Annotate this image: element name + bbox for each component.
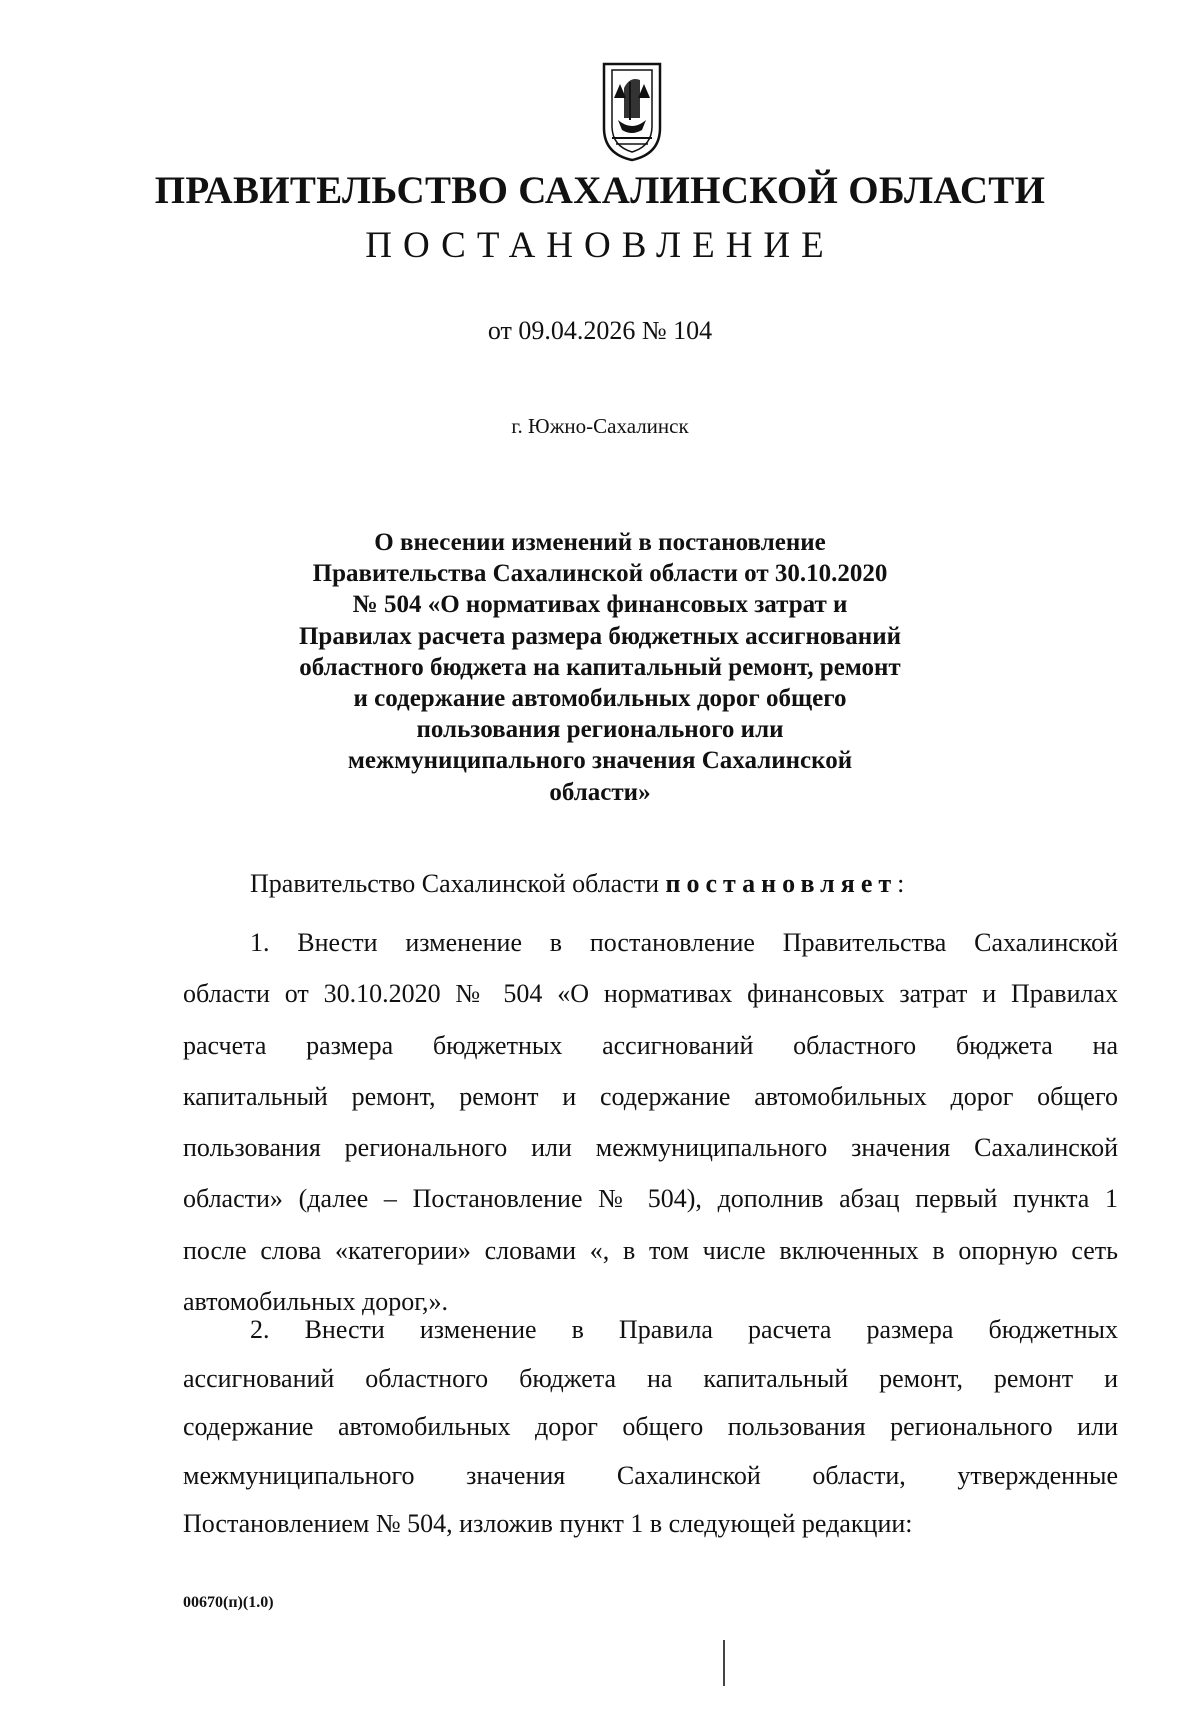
paragraph-line: межмуниципального значения Сахалинской области, утвержденные	[183, 1460, 1118, 1490]
document-place: г. Южно-Сахалинск	[511, 414, 689, 438]
preamble-text: Правительство Сахалинской области	[250, 869, 666, 898]
sakhalin-coat-of-arms-icon	[600, 58, 664, 162]
subject-line: пользования регионального или	[416, 716, 784, 744]
paragraph-line: расчета размера бюджетных ассигнований областного бюджета на	[183, 1030, 1118, 1060]
subject-line: областного бюджета на капитальный ремонт, ремонт	[299, 653, 901, 681]
subject-line: области»	[549, 778, 651, 806]
paragraph-line: 1. Внести изменение в постановление Правительства Сахалинской	[250, 928, 1118, 957]
paragraph-2	[183, 1306, 1118, 1549]
subject-line: и содержание автомобильных дорог общего	[353, 685, 847, 713]
document-subject	[290, 527, 910, 808]
paragraph-line: после слова «категории» словами «, в том числе включенных в опорную сеть	[183, 1235, 1118, 1265]
paragraph-line: пользования регионального или межмуниципального значения Сахалинской	[183, 1133, 1118, 1163]
subject-line: № 504 «О нормативах финансовых затрат и	[352, 591, 848, 619]
paragraph-line: области от 30.10.2020 № 504 «О нормативах финансовых затрат и Правилах	[183, 979, 1118, 1009]
document-type: ПОСТАНОВЛЕНИЕ	[365, 225, 835, 266]
paragraph-line: области» (далее – Постановление № 504), дополнив абзац первый пункта 1	[183, 1184, 1118, 1214]
government-title: ПРАВИТЕЛЬСТВО САХАЛИНСКОЙ ОБЛАСТИ	[154, 169, 1046, 212]
scan-artifact-line	[723, 1640, 725, 1686]
subject-line: межмуниципального значения Сахалинской	[347, 747, 853, 775]
subject-line: Правительства Сахалинской области от 30.10.2020	[312, 560, 888, 588]
document-date-number: от 09.04.2026 № 104	[487, 316, 713, 345]
subject-line: Правилах расчета размера бюджетных ассигнований	[298, 622, 902, 650]
paragraph-1	[183, 917, 1118, 1327]
paragraph-line: автомобильных дорог,».	[183, 1287, 448, 1317]
paragraph-line: содержание автомобильных дорог общего пользования регионального или	[183, 1412, 1118, 1441]
paragraph-line: капитальный ремонт, ремонт и содержание автомобильных дорог общего	[183, 1081, 1118, 1111]
paragraph-line: 2. Внести изменение в Правила расчета размера бюджетных	[250, 1315, 1118, 1344]
preamble	[250, 869, 904, 899]
preamble-decree-word: постановляет	[665, 869, 898, 898]
form-code: 00670(п)(1.0)	[183, 1594, 274, 1611]
subject-line: О внесении изменений в постановление	[374, 529, 826, 556]
paragraph-line: Постановлением № 504, изложив пункт 1 в следующей редакции:	[183, 1509, 913, 1538]
paragraph-line: ассигнований областного бюджета на капитальный ремонт, ремонт и	[183, 1363, 1118, 1393]
preamble-suffix: :	[897, 869, 905, 898]
